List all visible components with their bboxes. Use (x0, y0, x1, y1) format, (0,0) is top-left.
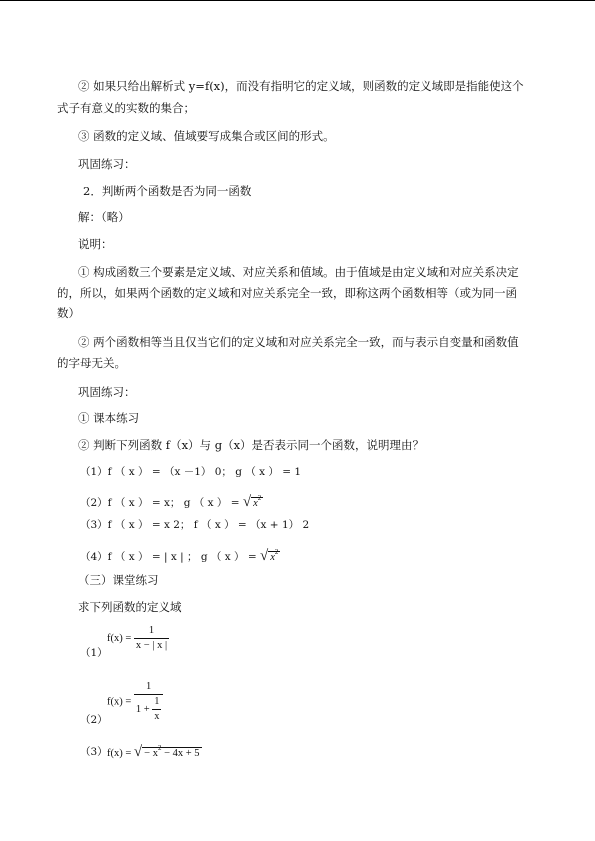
item-4-sqrt (259, 548, 280, 564)
paragraph-three-elements-line2: 的，所以，如果两个函数的定义域和对应关系完全一致，即称这两个函数相等（或为同一函 (57, 286, 517, 300)
nested-fraction (152, 695, 161, 724)
heading-practice-1: 巩固练习： (78, 157, 136, 171)
question-2: 2．判断两个函数是否为同一函数 (83, 184, 252, 198)
exponent: 2 (157, 744, 162, 752)
formula-3 (107, 738, 202, 764)
paragraph-equal-functions-line1: ② 两个函数相等当且仅当它们的定义域和对应关系完全一致，而与表示自变量和函数值 (78, 335, 519, 349)
paragraph-domain-note-line1: ② 如果只给出解析式 y=f(x)，而没有指明它的定义域，则函数的定义域即是指能使这个 (78, 79, 524, 93)
formula-3-lhs: f(x) = (107, 748, 132, 759)
sqrt-radicand (251, 494, 263, 509)
exponent: 2 (257, 494, 262, 502)
heading-explanation: 说明： (78, 237, 113, 251)
denominator-prefix: 1 + (135, 703, 150, 715)
task-find-domain: 求下列函数的定义域 (78, 600, 182, 614)
fraction-numerator: 1 (148, 625, 155, 636)
formula-1 (107, 624, 169, 653)
radicand-part-2: − 4x + 5 (161, 748, 200, 759)
paragraph-domain-note-line2: 式子有意义的实数的集合； (57, 101, 195, 115)
formula-3-label: （3） (80, 746, 108, 758)
formula-2 (107, 680, 163, 724)
exercise-judge-functions: ② 判断下列函数 f（x）与 g（x）是否表示同一个函数，说明理由？ (78, 438, 425, 452)
sqrt-radicand (142, 744, 201, 759)
fraction-denominator (134, 694, 163, 724)
paragraph-three-elements-line1: ① 构成函数三个要素是定义域、对应关系和值域。由于值域是由定义域和对应关系决定 (78, 265, 519, 279)
sqrt-radicand (268, 548, 280, 563)
exponent: 2 (274, 548, 279, 556)
nested-denominator: x (154, 711, 160, 722)
heading-classroom-practice: （三）课堂练习 (78, 573, 159, 587)
paragraph-equal-functions-line2: 的字母无关。 (57, 356, 126, 370)
formula-1-fraction (134, 624, 169, 653)
fraction-denominator: x − | x | (135, 640, 168, 651)
nested-numerator: 1 (154, 696, 160, 707)
item-2-text: （2）f （ x ） = x； g （ x ） = (80, 497, 243, 509)
radicand-x: x (270, 552, 275, 563)
sqrt-sign: √ (133, 744, 143, 760)
sqrt-sign: √ (242, 494, 252, 510)
item-4-text: （4）f （ x ） = | x | ； g （ x ） = (80, 551, 260, 563)
top-border-line (0, 0, 595, 1)
formula-2-label: （2） (80, 714, 108, 726)
item-3: （3）f （ x ） = x 2； f （ x ） = （x + 1） 2 (80, 519, 310, 531)
paragraph-three-elements-line3: 数） (57, 306, 80, 320)
formula-1-label: （1） (80, 647, 108, 659)
radicand-part-1: − x (144, 748, 158, 759)
exercise-textbook: ① 课本练习 (78, 411, 140, 425)
sqrt-sign: √ (259, 548, 269, 564)
item-2 (80, 488, 263, 514)
item-2-sqrt (242, 494, 263, 510)
formula-1-lhs: f(x) = (107, 632, 132, 644)
paragraph-interval-note: ③ 函数的定义域、值域要写成集合或区间的形式。 (78, 129, 335, 143)
item-4 (80, 542, 280, 568)
formula-2-fraction (134, 680, 163, 724)
item-1: （1）f （ x ） = （x －1） 0； g （ x ） = 1 (80, 466, 302, 478)
formula-2-lhs: f(x) = (107, 696, 132, 708)
radicand-x: x (253, 498, 258, 509)
heading-practice-2: 巩固练习： (78, 385, 136, 399)
fraction-numerator: 1 (146, 681, 152, 692)
answer-omitted: 解：（略） (78, 210, 130, 224)
